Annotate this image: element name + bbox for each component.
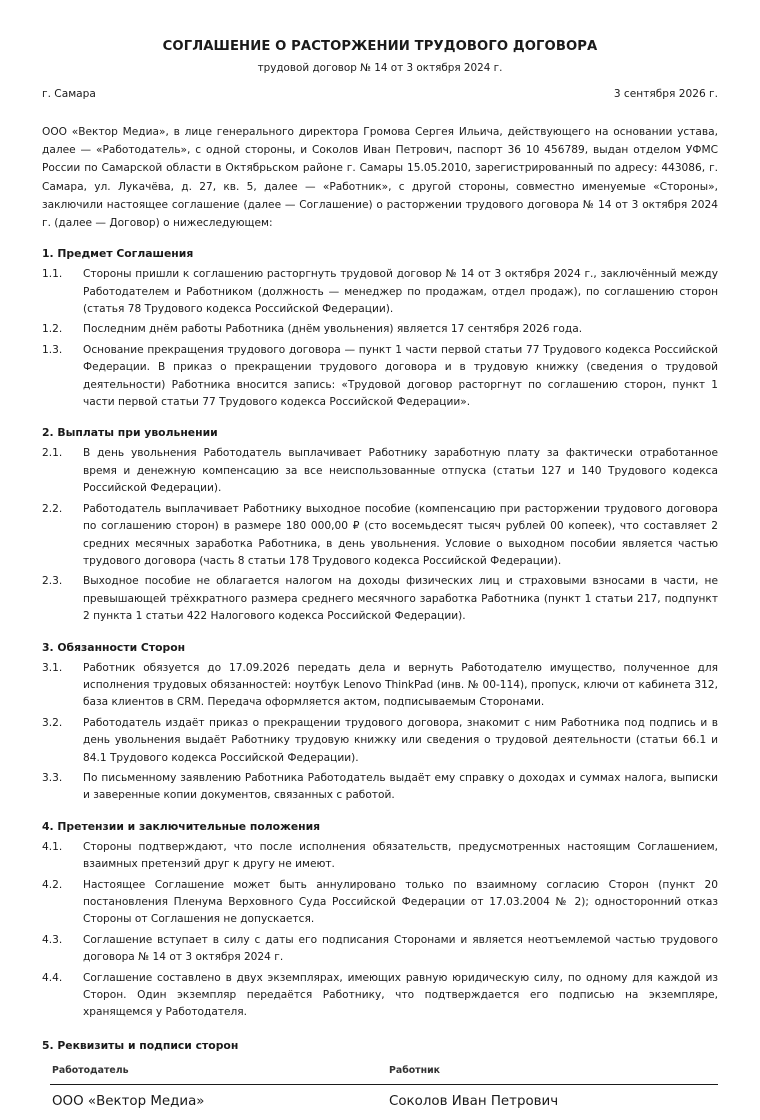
clause-item: [42, 660, 718, 712]
section-heading: 2. Выплаты при увольнении: [42, 426, 218, 440]
clause-number: 1.1.: [42, 268, 63, 281]
clause-text: Стороны подтверждают, что после исполнения обязательств, предусмотренных настоящим Соглашением, взаимных претензий друг к другу не имеют.: [83, 840, 718, 871]
clause-text: Основание прекращения трудового договора — пункт 1 части первой статьи 77 Трудового кодекса Российской Федерации. В приказ о прекращении трудового договора и в трудовую книжку (сведения о трудовой деятельности) Работника вносится запись: «Трудовой договор расторгнут по соглашению сторон, пункт 1 части первой статьи 77 Трудового кодекса Российской Федерации».: [83, 343, 718, 409]
clause-number: 2.1.: [42, 447, 63, 460]
clause-number: 4.2.: [42, 878, 63, 891]
document-title: СОГЛАШЕНИЕ О РАСТОРЖЕНИИ ТРУДОВОГО ДОГОВОРА: [162, 39, 598, 54]
clause-item: [42, 839, 718, 874]
clause-text: Работодатель выплачивает Работнику выходное пособие (компенсацию при расторжении трудового договора по соглашению сторон) в размере 180 000,00 ₽ (сто восемьдесят тысяч рублей 00 копеек), что составляет 2 средних месячных заработка Работника, в день увольнения. Условие о выходном пособии является частью трудового договора (часть 8 статьи 178 Трудового кодекса Российской Федерации).: [83, 502, 718, 567]
section-heading: 1. Предмет Соглашения: [42, 247, 194, 261]
clause-text: Работник обязуется до 17.09.2026 передать дела и вернуть Работодателю имущество, полученное для исполнения трудовых обязанностей: ноутбук Lenovo ThinkPad (инв. № 00-114), пропуск, ключи от кабинета 312, база клиентов в CRM. Передача оформляется актом, подписываемым Сторонами.: [83, 661, 718, 709]
clause-text: Работодатель издаёт приказ о прекращении трудового договора, знакомит с ним Работника под подпись и в день увольнения выдаёт Работнику трудовую книжку или сведения о трудовой деятельности (статьи 66.1 и 84.1 Трудового кодекса Российской Федерации).: [83, 716, 718, 764]
employer-column-label: Работодатель: [52, 1064, 129, 1076]
place-date-row: [42, 87, 718, 101]
section-subject: [42, 246, 718, 411]
clause-item: [42, 321, 718, 338]
section-payments: [42, 425, 718, 625]
clause-text: По письменному заявлению Работника Работодатель выдаёт ему справку о доходах и суммах налога, выписки и заверенные копии документов, связанных с работой.: [83, 771, 718, 802]
employee-name: Соколов Иван Петрович: [389, 1093, 559, 1109]
clause-item: [42, 770, 718, 805]
clause-item: [42, 445, 718, 497]
document-subtitle: трудовой договор № 14 от 3 октября 2024 г.: [257, 62, 503, 74]
section-heading: 4. Претензии и заключительные положения: [42, 819, 321, 833]
clause-text: Выходное пособие не облагается налогом на доходы физических лиц и страховыми взносами в части, не превышающей трёхкратного размера среднего месячного заработка Работника (пункт 1 статьи 217, подпункт 2 пункта 1 статьи 422 Налогового кодекса Российской Федерации).: [83, 575, 718, 623]
clause-item: [42, 266, 718, 318]
clause-text: Стороны пришли к соглашению расторгнуть трудовой договор № 14 от 3 октября 2024 г., заключённый между Работодателем и Работником (должность — менеджер по продажам, отдел продаж), по соглашению сторон (статья 78 Трудового кодекса Российской Федерации).: [83, 268, 718, 316]
section-final-provisions: [42, 819, 718, 1022]
clause-number: 1.2.: [42, 323, 63, 336]
clause-item: [42, 501, 718, 571]
clause-number: 2.3.: [42, 575, 63, 588]
clause-number: 3.2.: [42, 716, 63, 729]
clause-number: 4.1.: [42, 840, 63, 853]
clause-item: [42, 342, 718, 412]
city-label: г. Самара: [42, 88, 96, 100]
clause-text: Соглашение составлено в двух экземплярах, имеющих равную юридическую силу, по одному для каждой из Сторон. Один экземпляр передаётся Работнику, что подтверждается его подписью на экземпляре, хранящемся у Работодателя.: [83, 971, 718, 1019]
clause-text: В день увольнения Работодатель выплачивает Работнику заработную плату за фактически отработанное время и денежную компенсацию за все неиспользованные отпуска (статьи 127 и 140 Трудового кодекса Российской Федерации).: [83, 447, 718, 495]
clause-number: 3.1.: [42, 661, 63, 674]
clause-text: Настоящее Соглашение может быть аннулировано только по взаимному согласию Сторон (пункт 20 постановления Пленума Верховного Суда Российской Федерации от 17.03.2004 № 2); односторонний отказ Стороны от Соглашения не допускается.: [83, 878, 718, 926]
document-date: 3 сентября 2026 г.: [613, 88, 718, 100]
clause-item: [42, 970, 718, 1022]
clause-number: 3.3.: [42, 771, 63, 784]
clause-number: 4.4.: [42, 971, 63, 984]
requisites-header-row: [50, 1065, 718, 1085]
requisites-table: [50, 1065, 718, 1110]
clause-number: 2.2.: [42, 502, 63, 515]
clause-item: [42, 715, 718, 767]
employer-name: ООО «Вектор Медиа»: [52, 1093, 205, 1109]
employee-column-label: Работник: [389, 1064, 441, 1076]
section-heading: 3. Обязанности Сторон: [42, 640, 186, 654]
requisites-names-row: [50, 1085, 718, 1110]
clause-text: Последним днём работы Работника (днём увольнения) является 17 сентября 2026 года.: [83, 323, 583, 336]
clause-number: 4.3.: [42, 933, 63, 946]
requisites-heading: 5. Реквизиты и подписи сторон: [42, 1038, 239, 1052]
clause-text: Соглашение вступает в силу с даты его подписания Сторонами и является неотъемлемой частью трудового договора № 14 от 3 октября 2024 г.: [83, 933, 718, 964]
clause-item: [42, 932, 718, 967]
clause-item: [42, 877, 718, 929]
preamble-paragraph: ООО «Вектор Медиа», в лице генерального директора Громова Сергея Ильича, действующего на основании устава, далее — «Работодатель», с одной стороны, и Соколов Иван Петрович, паспорт 36 10 456789, выдан отделом УФМС России по Самарской области в Октябрьском районе г. Самары 15.05.2010, зарегистрированный по адресу: 443086, г. Самара, ул. Лукачёва, д. 27, кв. 5, далее — «Работник», с другой стороны, совместно именуемые «Стороны», заключили настоящее соглашение (далее — Соглашение) о расторжении трудового договора № 14 от 3 октября 2024 г. (далее — Договор) о нижеследующем:: [42, 126, 718, 230]
clause-number: 1.3.: [42, 343, 63, 356]
section-obligations: [42, 640, 718, 805]
clause-item: [42, 573, 718, 625]
